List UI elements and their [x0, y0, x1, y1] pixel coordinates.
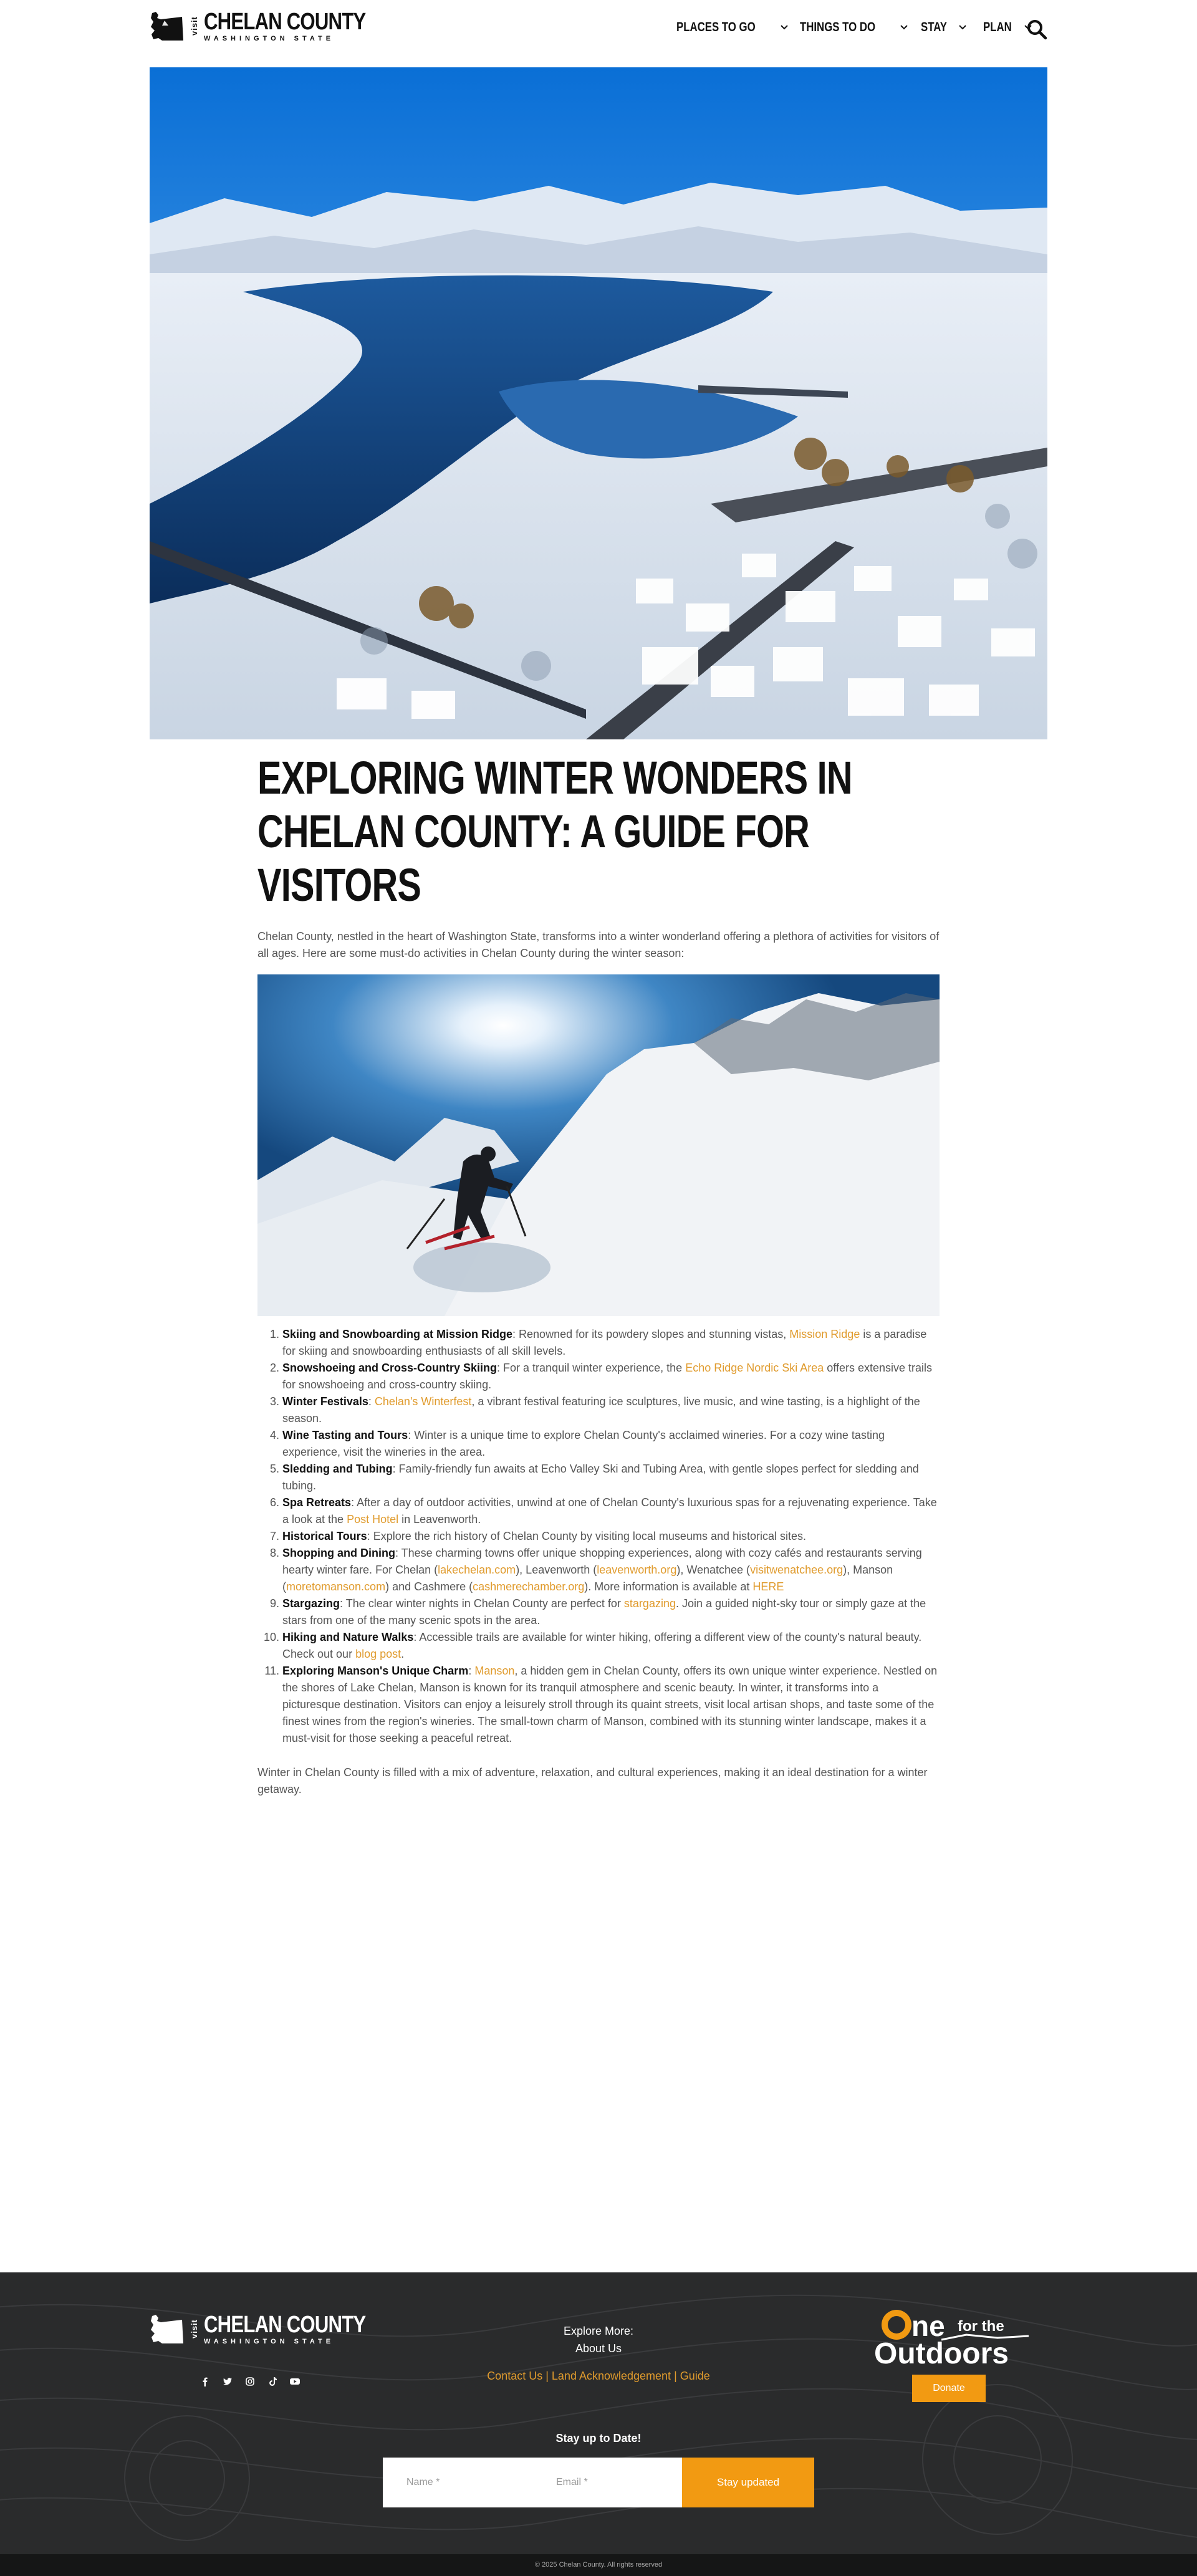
- list-item: [282, 1528, 940, 1545]
- item-text: ) and Cashmere (: [385, 1580, 473, 1593]
- item-title: Stargazing: [282, 1597, 340, 1610]
- post-hotel-link[interactable]: Post Hotel: [347, 1513, 399, 1526]
- list-item: [282, 1360, 940, 1393]
- copyright-text: © 2025 Chelan County. All rights reserved: [534, 2561, 663, 2569]
- nav-stay[interactable]: [921, 20, 968, 35]
- tiktok-icon[interactable]: [266, 2375, 279, 2388]
- more-info-link[interactable]: HERE: [752, 1580, 784, 1593]
- logo-state: WASHINGTON STATE: [204, 35, 335, 42]
- article-outro: Winter in Chelan County is filled with a mix of adventure, relaxation, and cultural experiences, making it an ideal destination for a winter getaway.: [257, 1766, 928, 1795]
- cashmerechamber-link[interactable]: cashmerechamber.org: [473, 1580, 585, 1593]
- list-item: [282, 1393, 940, 1427]
- nav-things-to-do[interactable]: [800, 20, 908, 35]
- item-title: Historical Tours: [282, 1530, 367, 1542]
- outdoors-one-text: ne: [911, 2310, 945, 2342]
- nav-label: PLAN: [983, 20, 1012, 34]
- item-title: Exploring Manson's Unique Charm: [282, 1665, 469, 1677]
- article: [257, 751, 940, 1798]
- visitwenatchee-link[interactable]: visitwenatchee.org: [750, 1564, 844, 1576]
- explore-more-label: Explore More:: [563, 2325, 634, 2337]
- item-text: : Renowned for its powdery slopes and stunning vistas,: [512, 1328, 790, 1340]
- list-item: [282, 1326, 940, 1360]
- item-text: : Winter is a unique time to explore Chelan County's acclaimed wineries. For a cozy wine tasting experience, visit the wineries in the area.: [282, 1429, 885, 1458]
- item-text: is a paradise for skiing and snowboarding enthusiasts of all skill levels.: [282, 1328, 927, 1357]
- logo-visit-text: visit: [190, 2319, 199, 2339]
- lakechelan-link[interactable]: lakechelan.com: [438, 1564, 516, 1576]
- item-text: in Leavenworth.: [398, 1513, 481, 1526]
- hero-lake-chelan-photo: [150, 67, 1047, 739]
- list-item: [282, 1461, 940, 1494]
- item-text: ), Manson (: [282, 1564, 893, 1593]
- about-us-link[interactable]: About Us: [575, 2342, 622, 2355]
- logo-state: WASHINGTON STATE: [204, 2338, 335, 2345]
- item-text: : Family-friendly fun awaits at Echo Valley Ski and Tubing Area, with gentle slopes perfect for sledding and tubing.: [282, 1463, 919, 1492]
- land-acknowledgement-link[interactable]: Land Acknowledgement: [551, 2370, 671, 2382]
- list-item: [282, 1494, 940, 1528]
- item-text: : After a day of outdoor activities, unwind at one of Chelan County's luxurious spas for a rejuvenating experience. Take a look at the: [282, 1496, 937, 1526]
- logo-name: CHELAN COUNTY: [204, 2312, 366, 2338]
- item-text: : These charming towns offer unique shopping experiences, along with cozy cafés and restaurants serving hearty winter fare. For Chelan (: [282, 1547, 922, 1576]
- chevron-down-icon: [958, 24, 967, 31]
- link-separator: |: [542, 2370, 552, 2382]
- outdoors-word-text: Outdoors: [874, 2337, 1009, 2366]
- item-text: :: [368, 1395, 375, 1408]
- manson-link[interactable]: Manson: [474, 1665, 515, 1677]
- item-text: .: [401, 1648, 405, 1660]
- washington-map-icon: [150, 9, 185, 43]
- youtube-icon[interactable]: [288, 2375, 302, 2388]
- article-intro: Chelan County, nestled in the heart of Washington State, transforms into a winter wonderland offering a plethora of activities for visitors of all ages. Here are some must-do activities in Chelan County during the winter season:: [257, 930, 940, 959]
- item-title: Wine Tasting and Tours: [282, 1429, 408, 1441]
- item-title: Spa Retreats: [282, 1496, 352, 1509]
- footer-links: [411, 2370, 786, 2383]
- page-title: EXPLORING WINTER WONDERS IN CHELAN COUNTY: A GUIDE FOR VISITORS: [257, 752, 852, 911]
- chevron-down-icon: [900, 24, 908, 31]
- item-text: ), Leavenworth (: [516, 1564, 597, 1576]
- chevron-down-icon: [780, 24, 789, 31]
- winterfest-link[interactable]: Chelan's Winterfest: [374, 1395, 472, 1408]
- contact-us-link[interactable]: Contact Us: [487, 2370, 543, 2382]
- nav-plan[interactable]: [983, 20, 1032, 35]
- main-nav: [676, 20, 1061, 35]
- list-item: [282, 1595, 940, 1629]
- nav-label: THINGS TO DO: [800, 20, 876, 34]
- stargazing-link[interactable]: stargazing: [623, 1597, 676, 1610]
- item-text: : For a tranquil winter experience, the: [497, 1362, 686, 1374]
- item-text: ). More information is available at: [584, 1580, 753, 1593]
- item-title: Sledding and Tubing: [282, 1463, 393, 1475]
- mission-ridge-link[interactable]: Mission Ridge: [789, 1328, 860, 1340]
- list-item: [282, 1427, 940, 1461]
- instagram-icon[interactable]: [243, 2375, 257, 2388]
- skier-photo: [257, 974, 940, 1316]
- item-text: : Accessible trails are available for winter hiking, offering a different view of the county's natural beauty. Check out our: [282, 1631, 922, 1660]
- guide-link[interactable]: Guide: [680, 2370, 710, 2382]
- email-input[interactable]: [532, 2458, 682, 2507]
- one-for-the-outdoors-logo[interactable]: [854, 2304, 1041, 2366]
- item-text: :: [468, 1665, 475, 1677]
- logo-visit-text: visit: [190, 16, 199, 36]
- item-text: : Explore the rich history of Chelan County by visiting local museums and historical sites.: [367, 1530, 807, 1542]
- search-icon[interactable]: [1026, 19, 1047, 40]
- item-title: Hiking and Nature Walks: [282, 1631, 414, 1643]
- copyright-bar: [0, 2554, 1197, 2576]
- nav-places-to-go[interactable]: [676, 20, 789, 35]
- item-text: , a vibrant festival featuring ice sculptures, live music, and wine tasting, is a highlight of the season.: [282, 1395, 920, 1425]
- item-title: Winter Festivals: [282, 1395, 368, 1408]
- site-footer: [0, 2272, 1197, 2554]
- site-header: [0, 0, 1197, 62]
- item-title: Shopping and Dining: [282, 1547, 395, 1559]
- activity-list: [257, 1326, 940, 1747]
- item-title: Snowshoeing and Cross-Country Skiing: [282, 1362, 498, 1374]
- leavenworth-link[interactable]: leavenworth.org: [597, 1564, 677, 1576]
- social-links: [198, 2375, 302, 2388]
- footer-logo[interactable]: [150, 2312, 401, 2346]
- item-text: , a hidden gem in Chelan County, offers its own unique winter experience. Nestled on the shores of Lake Chelan, Manson is known for its tranquil atmosphere and scenic beauty. In winter, it transforms into a picturesque destination. Visitors can enjoy a leisurely stroll through its quaint streets, visit local artisan shops, and taste some of the finest wines from the region's wineries. The small-town charm of Manson, combined with its stunning winter landscape, makes it a must-visit for those seeking a peaceful retreat.: [282, 1665, 938, 1744]
- nav-label: PLACES TO GO: [676, 20, 756, 34]
- hero-image: [150, 67, 1047, 739]
- list-item: [282, 1545, 940, 1595]
- donate-button[interactable]: Donate: [912, 2375, 986, 2402]
- list-item: [282, 1629, 940, 1663]
- blog-post-link[interactable]: blog post: [355, 1648, 401, 1660]
- washington-map-icon: [150, 2312, 185, 2346]
- newsletter-title: Stay up to Date!: [555, 2432, 642, 2444]
- item-text: ), Wenatchee (: [676, 1564, 751, 1576]
- moretomanson-link[interactable]: moretomanson.com: [286, 1580, 386, 1593]
- item-text: offers extensive trails for snowshoeing and cross-country skiing.: [282, 1362, 933, 1391]
- link-separator: |: [671, 2370, 680, 2382]
- list-item: [282, 1663, 940, 1747]
- stay-updated-button[interactable]: Stay updated: [682, 2458, 814, 2507]
- site-logo[interactable]: [150, 7, 401, 45]
- item-text: : The clear winter nights in Chelan County are perfect for: [340, 1597, 624, 1610]
- nav-label: STAY: [920, 20, 947, 34]
- echo-ridge-link[interactable]: Echo Ridge Nordic Ski Area: [685, 1362, 824, 1374]
- name-input[interactable]: [383, 2458, 532, 2507]
- skier-image: [257, 974, 940, 1316]
- footer-explore: [474, 2322, 723, 2357]
- logo-name: CHELAN COUNTY: [204, 9, 366, 35]
- twitter-icon[interactable]: [221, 2375, 234, 2388]
- item-text: . Join a guided night-sky tour or simply gaze at the stars from one of the many scenic spots in the area.: [282, 1597, 926, 1627]
- item-title: Skiing and Snowboarding at Mission Ridge: [282, 1328, 513, 1340]
- facebook-icon[interactable]: [198, 2375, 212, 2388]
- newsletter-form: [383, 2458, 814, 2507]
- outdoors-for-text: for the: [958, 2318, 1004, 2335]
